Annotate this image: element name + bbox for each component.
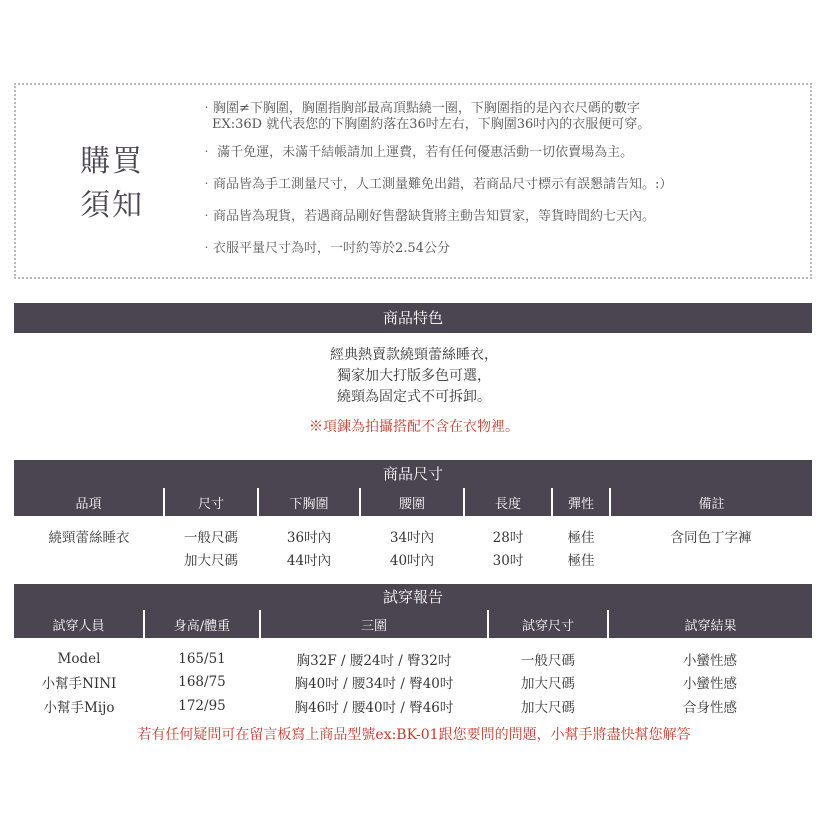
table-cell: 極佳	[567, 530, 595, 546]
table-cell: 44吋內	[286, 553, 332, 569]
size-col-item: 品項	[14, 488, 164, 516]
size-table	[14, 488, 812, 571]
table-cell: 胸46吋 / 腰40吋 / 臀46吋	[294, 700, 454, 716]
size-col-notes: 備註	[610, 488, 812, 516]
notice-item-bust	[200, 101, 800, 133]
trial-col-result: 試穿結果	[608, 610, 812, 638]
table-cell: 胸40吋 / 腰34吋 / 臀40吋	[294, 676, 454, 692]
table-cell: 28吋	[492, 530, 524, 546]
table-cell: 一般尺碼	[184, 530, 238, 546]
table-cell: 172/95	[178, 698, 226, 714]
notice-item-measurement: ‧商品皆為手工測量尺寸，人工測量難免出錯，若商品尺寸標示有誤懇請告知。:）	[200, 177, 673, 192]
features-line: 經典熱賣款繞頸蕾絲睡衣，	[330, 347, 498, 363]
table-row	[14, 516, 812, 547]
size-col-length: 長度	[464, 488, 552, 516]
table-row	[14, 638, 812, 670]
notice-title-line1: 購買	[80, 144, 144, 179]
table-cell: 小蠻性感	[683, 653, 737, 669]
table-cell: 30吋	[492, 553, 524, 569]
table-row	[14, 670, 812, 694]
table-cell: 小蠻性感	[683, 676, 737, 692]
trial-table-header-row	[14, 610, 812, 638]
table-cell: 一般尺碼	[521, 653, 575, 669]
size-col-elasticity: 彈性	[552, 488, 610, 516]
table-cell	[14, 547, 164, 571]
table-cell: 極佳	[567, 553, 595, 569]
trial-col-trial-size: 試穿尺寸	[488, 610, 608, 638]
table-cell: 40吋內	[389, 553, 435, 569]
notice-item-bust-line2: EX:36D 就代表您的下胸圍約落在36吋左右，下胸圍36吋內的衣服便可穿。	[212, 117, 651, 132]
trial-col-measurements: 三圍	[260, 610, 488, 638]
table-cell	[610, 547, 812, 571]
table-cell: 165/51	[178, 651, 226, 667]
trial-col-tester: 試穿人員	[14, 610, 144, 638]
table-cell: 34吋內	[389, 530, 435, 546]
table-cell: 加大尺碼	[521, 700, 575, 716]
size-header-bar: 商品尺寸	[14, 460, 812, 488]
size-table-header-row	[14, 488, 812, 516]
footer-note: 若有任何疑問可在留言板寫上商品型號ex:BK-01跟您要問的問題，小幫手將盡快幫您解答	[137, 727, 691, 743]
notice-item-stock: ‧商品皆為現貨，若遇商品剛好售罄缺貨將主動告知買家，等貨時間約七天內。	[200, 209, 656, 224]
features-line: 繞頸為固定式不可拆卸。	[337, 389, 491, 405]
notice-item-bust-line1: ‧胸圍≠下胸圍，胸圍指胸部最高頂點繞一圈，下胸圍指的是內衣尺碼的數字	[200, 101, 640, 116]
table-cell: 繞頸蕾絲睡衣	[48, 530, 130, 546]
table-cell: 168/75	[178, 674, 226, 690]
features-header-bar: 商品特色	[14, 303, 812, 333]
notice-item-unit: ‧衣服平量尺寸為吋，一吋約等於2.54公分	[200, 241, 450, 256]
table-cell: 含同色丁字褲	[670, 530, 752, 546]
table-cell: 36吋內	[286, 530, 332, 546]
table-cell: 加大尺碼	[184, 553, 238, 569]
table-row	[14, 547, 812, 571]
notice-title	[80, 140, 160, 228]
trial-table	[14, 610, 812, 718]
size-col-underbust: 下胸圍	[258, 488, 360, 516]
features-section	[0, 345, 828, 438]
table-row	[14, 694, 812, 718]
size-col-waist: 腰圍	[360, 488, 464, 516]
table-cell: 胸32F / 腰24吋 / 臀32吋	[296, 653, 452, 669]
size-col-size: 尺寸	[164, 488, 258, 516]
table-cell: 小幫手Mijo	[43, 700, 115, 716]
features-line: 獨家加大打版多色可選，	[337, 368, 491, 384]
table-cell: 加大尺碼	[521, 676, 575, 692]
notice-item-shipping: ‧ 滿千免運，未滿千結帳請加上運費，若有任何優惠活動一切依賣場為主。	[200, 145, 634, 160]
trial-header-bar: 試穿報告	[14, 584, 812, 610]
trial-col-height-weight: 身高/體重	[144, 610, 260, 638]
table-cell: 合身性感	[683, 700, 737, 716]
notice-title-line2: 須知	[80, 188, 144, 223]
table-cell: Model	[57, 651, 101, 667]
features-warning: ※項鍊為拍攝搭配不含在衣物裡。	[309, 419, 519, 435]
notice-list	[200, 101, 800, 273]
table-cell: 小幫手NINI	[41, 676, 117, 692]
